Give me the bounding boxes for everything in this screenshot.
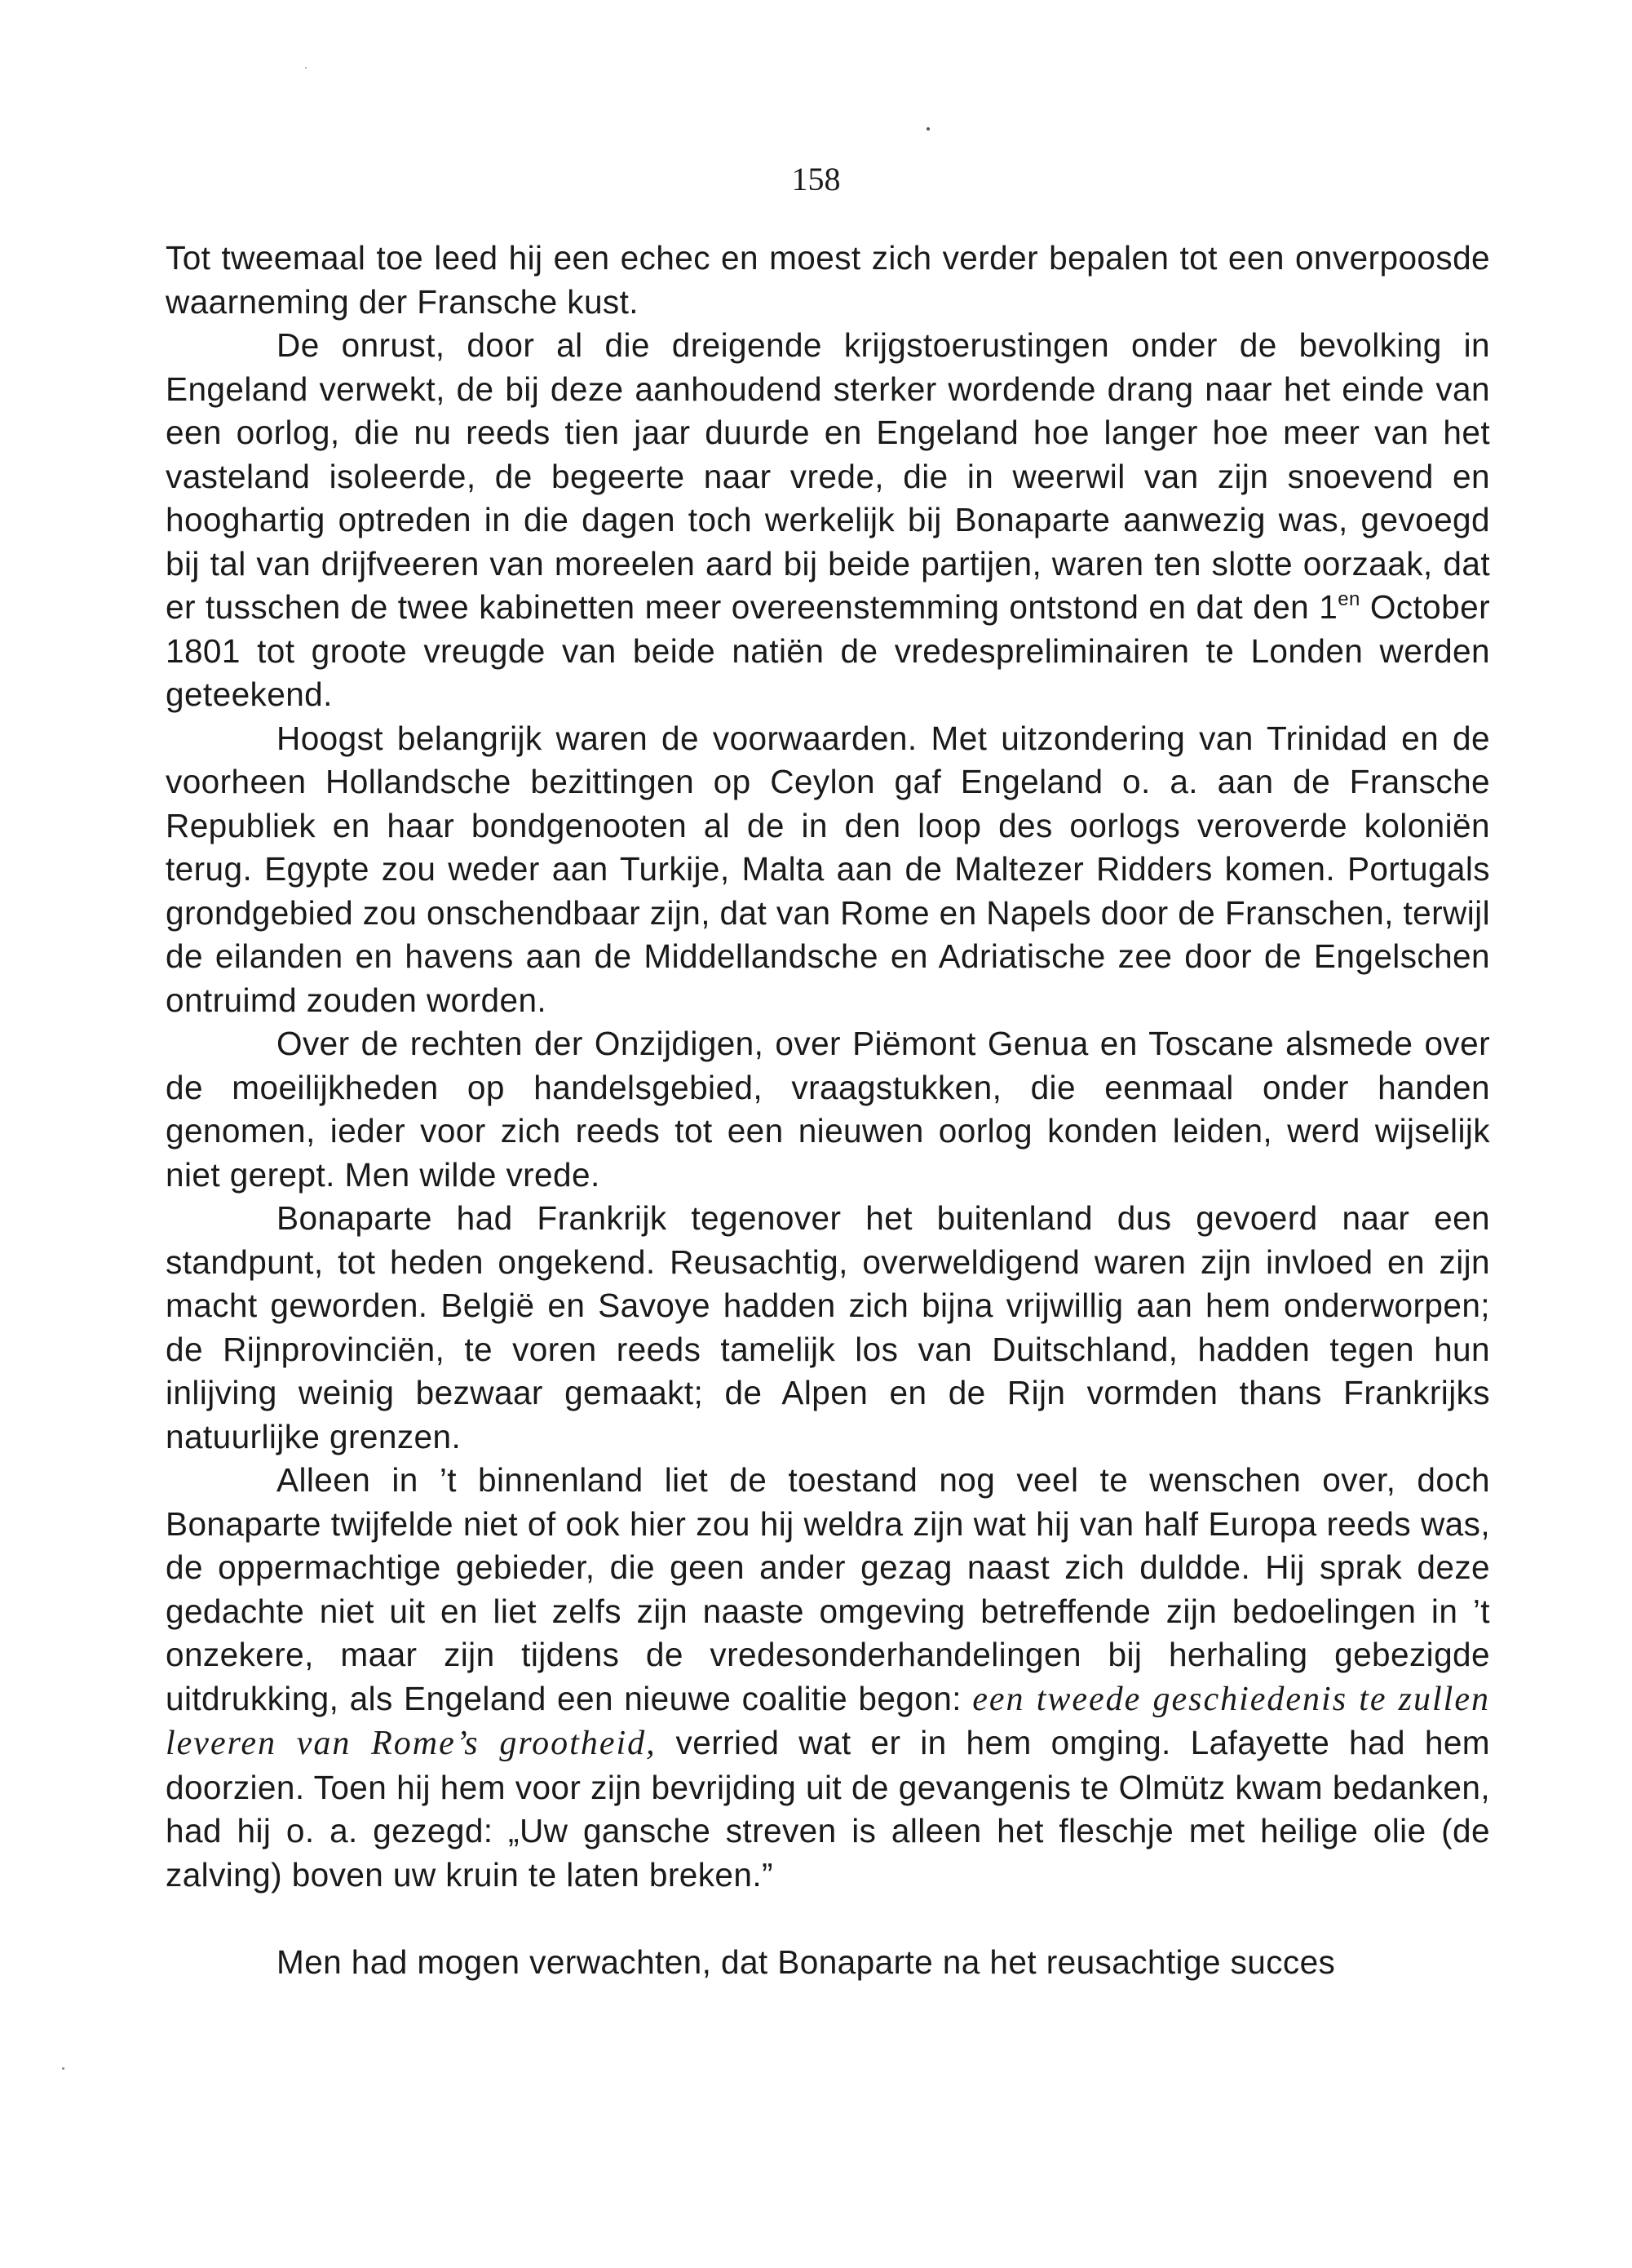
superscript: en <box>1338 588 1360 610</box>
body-text <box>166 237 1490 1985</box>
paragraph-frankrijk-buitenland <box>166 1197 1490 1459</box>
text-run: Over de rechten der Onzijdigen, over Piëmont Genua en Toscane alsmede over de moeilijkheden op handelsgebied, vraagstukken, die eenmaal onder handen genomen, ieder voor zich reeds tot een nieuwen oorlog konden leiden, werd wijselijk niet gerept. Men wilde vrede. <box>166 1025 1490 1194</box>
text-run: Tot tweemaal toe leed hij een echec en moest zich verder bepalen tot een onverpoosde waarneming der Fransche kust. <box>166 239 1490 321</box>
text-run: De onrust, door al die dreigende krijgstoerustingen onder de bevolking in Engeland verwekt, de bij deze aanhoudend sterker wordende drang naar het einde van een oorlog, die nu reeds tien jaar duurde en Engeland hoe langer hoe meer van het vasteland isoleerde, de begeerte naar vrede, die in weerwil van zijn snoevend en hooghartig optreden in die dagen toch werkelijk bij Bonaparte aanwezig was, gevoegd bij tal van drijfveeren van moreelen aard bij beide partijen, waren ten slotte oorzaak, dat er tusschen de twee kabinetten meer overeenstemming ontstond en dat den 1 <box>166 326 1490 626</box>
text-run: Men had mogen verwachten, dat Bonaparte na het reusachtige succes <box>276 1943 1336 1981</box>
paragraph-onzijdigen <box>166 1022 1490 1197</box>
print-speck <box>62 2067 64 2070</box>
paragraph-voorwaarden <box>166 717 1490 1023</box>
text-run: Hoogst belangrijk waren de voorwaarden. Met uitzondering van Trinidad en de voorheen Hollandsche bezittingen op Ceylon gaf Engeland o. a. aan de Fransche Republiek en haar bondgenooten al de in den loop des oorlogs veroverde koloniën terug. Egypte zou weder aan Turkije, Malta aan de Maltezer Ridders komen. Portugals grondgebied zou onschendbaar zijn, dat van Rome en Napels door de Franschen, terwijl de eilanden en havens aan de Middellandsche en Adriatische zee door de Engelschen ontruimd zouden worden. <box>166 719 1490 1019</box>
text-run: Alleen in ’t binnenland liet de toestand nog veel te wenschen over, doch Bonaparte twijfelde niet of ook hier zou hij weldra zijn wat hij van half Europa reeds was, de oppermachtige gebieder, die geen ander gezag naast zich duldde. Hij sprak deze gedachte niet uit en liet zelfs zijn naaste omgeving betreffende zijn bedoelingen in ’t onzekere, maar zijn tijdens de vredesonderhandelingen bij herhaling gebezigde uitdrukking, als Engeland een nieuwe coalitie begon: <box>166 1461 1490 1717</box>
text-run: Bonaparte had Frankrijk tegenover het buitenland dus gevoerd naar een standpunt, tot heden ongekend. Reusachtig, overweldigend waren zijn invloed en zijn macht geworden. België en Savoye hadden zich bijna vrijwillig aan hem onderworpen; de Rijnprovinciën, te voren reeds tamelijk los van Duitschland, hadden tegen hun inlijving weinig bezwaar gemaakt; de Alpen en de Rijn vormden thans Frankrijks natuurlijke grenzen. <box>166 1199 1490 1455</box>
print-speck <box>927 127 930 131</box>
page-number: 158 <box>791 161 841 197</box>
text-run: October 1801 tot groote vreugde van beide natiën de vredespreliminairen te Londen werden geteekend. <box>166 588 1490 713</box>
italic-quote: een tweede geschiedenis te zullen leveren van Rome’s grootheid, <box>166 1680 1490 1762</box>
text-run: verried wat er in hem omging. Lafayette had hem doorzien. Toen hij hem voor zijn bevrijding uit de gevangenis te Olmütz kwam bedanken, had hij o. a. gezegd: „Uw gansche streven is alleen het fleschje met heilige olie (de zalving) boven uw kruin te laten breken.” <box>166 1724 1490 1894</box>
paragraph-vredespreliminairen <box>166 324 1490 717</box>
paragraph-binnenland <box>166 1459 1490 1897</box>
paragraph-echec <box>166 237 1490 324</box>
paragraph-verwachting <box>166 1941 1490 1985</box>
print-speck <box>305 67 307 69</box>
